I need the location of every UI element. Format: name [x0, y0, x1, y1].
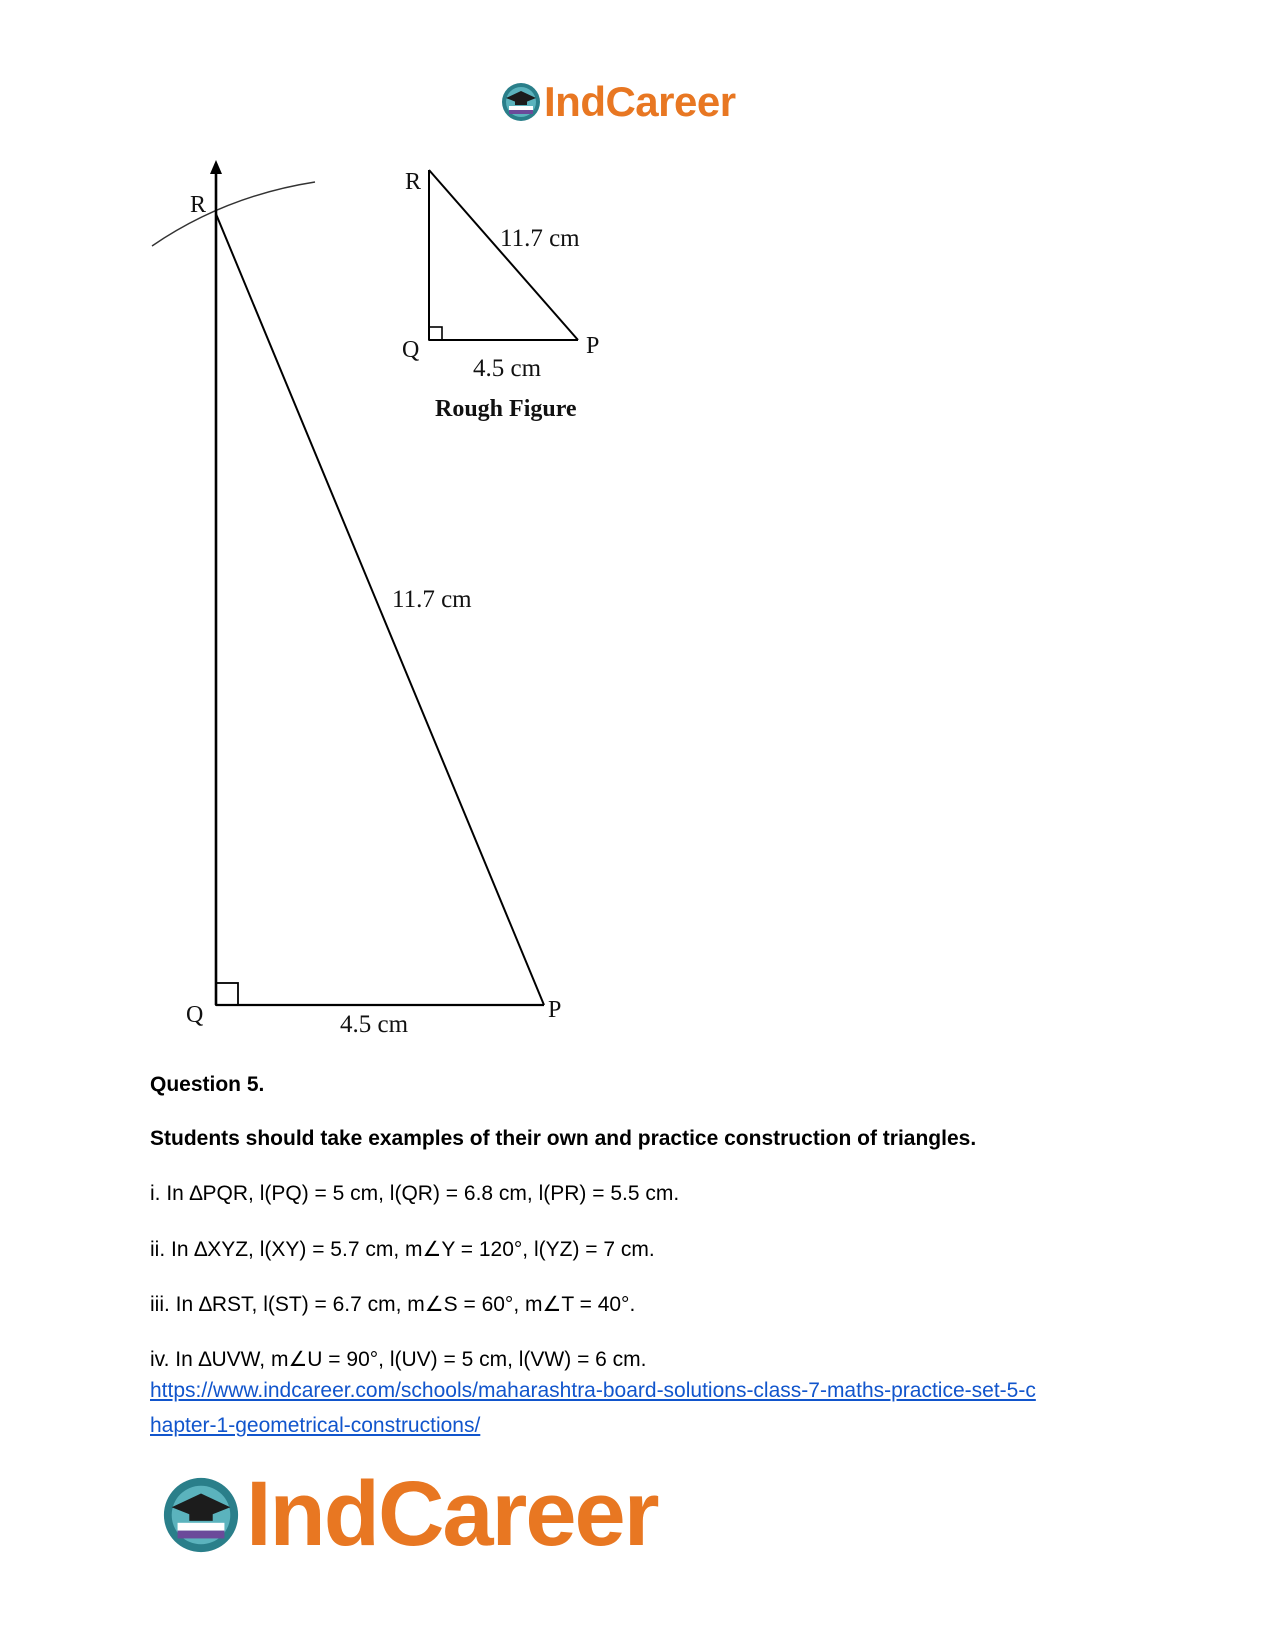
vertex-q-label: Q [186, 1002, 204, 1028]
base-label: 4.5 cm [340, 1011, 409, 1038]
compass-arc [152, 182, 315, 246]
vertex-r-label: R [190, 192, 207, 218]
side-rp [216, 214, 544, 1005]
rough-figure-caption: Rough Figure [435, 396, 577, 422]
rough-triangle [402, 169, 599, 422]
vertex-p-label: P [548, 997, 562, 1023]
brand-logo-bottom [160, 1462, 658, 1567]
exercise-item-3: iii. In ∆RST, l(ST) = 6.7 cm, m∠S = 60°, m∠T = 40°. [150, 1293, 636, 1316]
source-link-line-2[interactable]: hapter-1-geometrical-constructions/ [150, 1414, 481, 1437]
graduation-cap-book-icon [160, 1474, 242, 1556]
exercise-item-1: i. In ∆PQR, l(PQ) = 5 cm, l(QR) = 6.8 cm, l(PR) = 5.5 cm. [150, 1182, 680, 1205]
ray-arrowhead [210, 160, 222, 174]
brand-wordmark: IndCareer [246, 1463, 658, 1565]
rough-vertex-p-label: P [586, 333, 600, 359]
exercise-item-4: iv. In ∆UVW, m∠U = 90°, l(UV) = 5 cm, l(VW) = 6 cm. [150, 1348, 647, 1371]
rough-vertex-q-label: Q [402, 337, 420, 363]
right-angle-marker [216, 983, 238, 1005]
rough-vertex-r-label: R [405, 169, 422, 195]
rough-base-label: 4.5 cm [473, 355, 542, 382]
rough-hypotenuse-label: 11.7 cm [500, 225, 580, 252]
brand-wordmark: IndCareer [544, 78, 736, 125]
source-link-line-1[interactable]: https://www.indcareer.com/schools/maharashtra-board-solutions-class-7-maths-practice-set-5-c [150, 1379, 1036, 1402]
main-triangle [152, 160, 561, 1038]
question-heading: Question 5. [150, 1073, 265, 1096]
rough-right-angle-marker [429, 327, 442, 340]
instruction-text: Students should take examples of their own and practice construction of triangles. [150, 1127, 977, 1150]
hypotenuse-label: 11.7 cm [392, 586, 472, 613]
exercise-item-2: ii. In ∆XYZ, l(XY) = 5.7 cm, m∠Y = 120°, l(YZ) = 7 cm. [150, 1238, 655, 1261]
rough-side-rp [429, 170, 578, 340]
